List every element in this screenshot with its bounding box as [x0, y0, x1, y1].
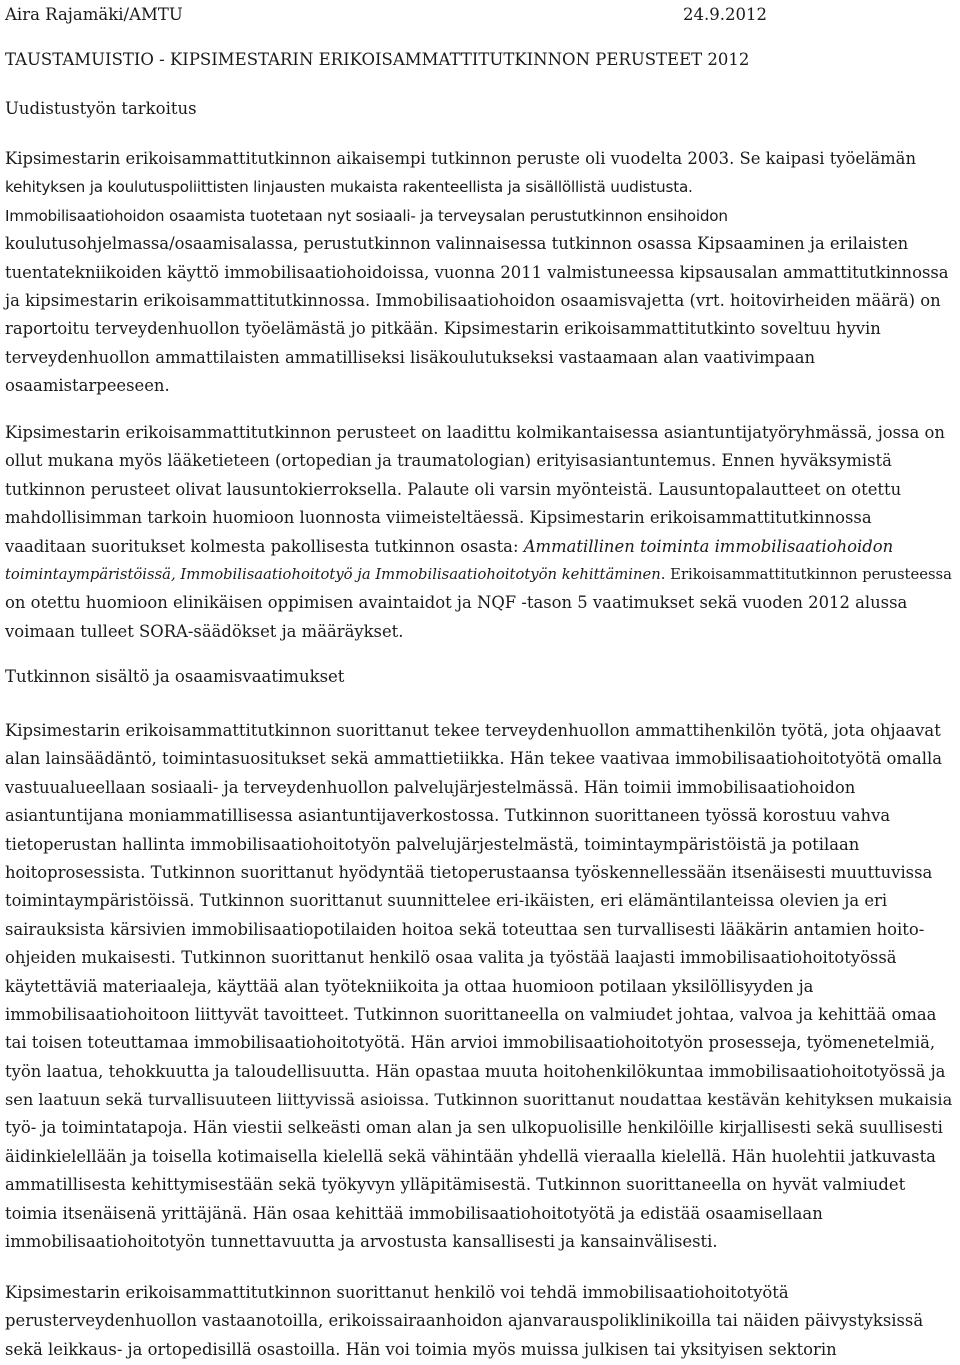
text-line-segment: Kipsimestarin erikoisammattitutkinnon aikaisempi tutkinnon peruste oli vuodelta 2003. Se kaipasi työelämän: [5, 149, 917, 168]
document-title: TAUSTAMUISTIO - KIPSIMESTARIN ERIKOISAMMATTITUTKINNON PERUSTEET 2012: [5, 50, 750, 69]
text-line-segment: Kipsimestarin erikoisammattitutkinnon suorittanut henkilö voi tehdä immobilisaatiohoitotyötä: [5, 1283, 789, 1302]
text-line: [5, 589, 957, 617]
page-header: [5, 2, 957, 28]
text-line-segment: käytettäviä materiaaleja, käyttää alan työtekniikoita ja ottaa huomioon potilaan yksilöllisyyden ja: [5, 976, 814, 996]
text-line: [5, 1336, 957, 1364]
text-line: [5, 145, 957, 173]
text-line: [5, 372, 957, 400]
text-line-segment: asiantuntijana moniammatillisessa asiantuntijaverkostossa. Tutkinnon suorittaneen työssä korostuu vahva: [5, 806, 891, 826]
text-line: [5, 1086, 957, 1114]
text-line-segment: voimaan tulleet SORA-säädökset ja määräykset.: [5, 621, 404, 641]
text-line-segment: ja kipsimestarin erikoisammattitutkinnossa. Immobilisaatiohoidon osaamisvajetta (vrt. hoitovirheiden määrä) on: [5, 290, 941, 310]
text-line: [5, 202, 957, 230]
text-line: [5, 1200, 957, 1228]
text-line-segment: . Erikoisammattitutkinnon perusteessa: [660, 565, 952, 583]
text-line-segment: immobilisaatiohoitoon liittyvät tavoitteet. Tutkinnon suorittaneella on valmiudet johtaa, valvoa ja kehittää omaa: [5, 1004, 937, 1024]
text-line-segment: tuentatekniikoiden käyttö immobilisaatiohoidoissa, vuonna 2011 valmistuneessa kipsausalan ammattitutkinnossa: [5, 262, 949, 282]
text-line: [5, 944, 957, 972]
text-line: [5, 887, 957, 915]
italic-course-part-name: Ammatillinen toiminta immobilisaatiohoidon: [523, 536, 894, 556]
text-line-segment: Kipsimestarin erikoisammattitutkinnon perusteet on laadittu kolmikantaisessa asiantuntijatyöryhmässä, jossa on: [5, 423, 945, 442]
text-line: [5, 419, 957, 447]
text-line-segment: työ- ja toimintatapoja. Hän viestii selkeästi oman alan ja sen ulkopuolisille henkilöille kirjallisesti sekä suullisesti: [5, 1118, 943, 1138]
text-line: [5, 287, 957, 315]
text-line: [5, 916, 957, 944]
text-line-segment: perusterveydenhuollon vastaanotoilla, erikoissairaanhoidon ajanvarauspoliklinikoilla tai näiden päivystyksissä: [5, 1311, 924, 1331]
text-line-segment: tietoperustan hallinta immobilisaatiohoitotyön palvelujärjestelmästä, toimintaympäristöistä ja potilaan: [5, 834, 860, 854]
text-line: [5, 618, 957, 646]
text-line: [5, 1029, 957, 1057]
text-line-segment: Immobilisaatiohoidon osaamista tuotetaan nyt sosiaali- ja terveysalan perustutkinnon ensihoidon: [5, 206, 728, 225]
text-line: [5, 717, 957, 745]
text-line-segment: immobilisaatiohoitotyön tunnettavuutta ja arvostusta kansallisesti ja kansainvälisesti.: [5, 1232, 718, 1252]
text-line-segment: terveydenhuollon ammattilaisten ammatilliseksi lisäkoulutukseksi vastaamaan alan vaativimpaan: [5, 347, 816, 367]
text-line: [5, 774, 957, 802]
text-line: [5, 315, 957, 343]
text-line: [5, 1171, 957, 1199]
paragraph-1: [5, 145, 957, 401]
text-line: [5, 831, 957, 859]
text-line: [5, 1307, 957, 1335]
text-line: [5, 344, 957, 372]
author-name: Aira Rajamäki/AMTU: [5, 5, 183, 24]
text-line-segment: ammatillisesta kehittymisestään sekä työkyvyn ylläpitämisestä. Tutkinnon suorittaneella on hyvät valmiudet: [5, 1175, 906, 1195]
text-line: [5, 745, 957, 773]
text-line-segment: hoitoprosessista. Tutkinnon suorittanut hyödyntää tietoperustaansa työskennellessään itsenäisesti muuttuvissa: [5, 862, 933, 882]
text-line: [5, 230, 957, 258]
text-line-segment: kehityksen ja koulutuspoliittisten linjausten mukaista rakenteellista ja sisällöllistä uudistusta.: [5, 178, 693, 197]
text-line: [5, 802, 957, 830]
text-line: [5, 447, 957, 475]
text-line: [5, 1001, 957, 1029]
text-line-segment: sen laatuun sekä turvallisuuteen liittyvissä asioissa. Tutkinnon suorittanut noudattaa kestävän kehityksen mukaisia: [5, 1090, 953, 1110]
text-line: [5, 476, 957, 504]
text-line-segment: alan lainsäädäntö, toimintasuositukset sekä ammattietiikka. Hän tekee vaativaa immobilisaatiohoitotyötä omalla: [5, 749, 942, 769]
text-line-segment: työn laatua, tehokkuutta ja taloudellisuutta. Hän opastaa muuta hoitohenkilökuntaa immobilisaatiohoitotyössä ja: [5, 1061, 946, 1081]
text-line-segment: toimia itsenäisenä yrittäjänä. Hän osaa kehittää immobilisaatiohoitotyötä ja edistää osaamisellaan: [5, 1203, 823, 1223]
paragraph-2: [5, 419, 957, 646]
text-line-segment: äidinkielellään ja toisella kotimaisella kielellä sekä vähintään yhdellä vieraalla kielellä. Hän huolehtii jatkuvasta: [5, 1146, 936, 1166]
text-line-segment: sairauksista kärsivien immobilisaatiopotilaiden hoitoa sekä toteuttaa sen turvallisesti lääkärin antamien hoito-: [5, 919, 925, 939]
text-line: [5, 561, 957, 589]
text-line: [5, 1114, 957, 1142]
text-line: [5, 173, 957, 201]
text-line-segment: mahdollisimman tarkoin huomioon luonnosta viimeisteltäessä. Kipsimestarin erikoisammattitutkinnossa: [5, 508, 872, 528]
text-line: [5, 259, 957, 287]
text-line-segment: raportoitu terveydenhuollon työelämästä jo pitkään. Kipsimestarin erikoisammattitutkinto soveltuu hyvin: [5, 319, 881, 339]
section-heading-sisalto: Tutkinnon sisältö ja osaamisvaatimukset: [5, 667, 345, 686]
text-line-segment: vastuualueellaan sosiaali- ja terveydenhuollon palvelujärjestelmässä. Hän toimii immobilisaatiohoidon: [5, 777, 856, 797]
text-line-segment: sekä leikkaus- ja ortopedisillä osastoilla. Hän voi toimia myös muissa julkisen tai yksityisen sektorin: [5, 1339, 837, 1359]
paragraph-4: [5, 1279, 957, 1364]
text-line: [5, 1143, 957, 1171]
section-heading-uudistustyo: Uudistustyön tarkoitus: [5, 99, 197, 118]
text-line-segment: osaamistarpeeseen.: [5, 376, 170, 396]
text-line: [5, 1228, 957, 1256]
text-line-segment: koulutusohjelmassa/osaamisalassa, perustutkinnon valinnaisessa tutkinnon osassa Kipsaaminen ja erilaisten: [5, 234, 909, 254]
text-line-segment: tai toisen toteuttamaa immobilisaatiohoitotyötä. Hän arvioi immobilisaatiohoitotyön prosesseja, työmenetelmiä,: [5, 1033, 936, 1053]
text-line-segment: vaaditaan suoritukset kolmesta pakollisesta tutkinnon osasta:: [5, 536, 524, 556]
paragraph-3: [5, 717, 957, 1256]
text-line-segment: toimintaympäristöissä. Tutkinnon suorittanut suunnittelee eri-ikäisten, eri elämäntilanteissa olevien ja eri: [5, 891, 888, 911]
text-line-segment: on otettu huomioon elinikäisen oppimisen avaintaidot ja NQF -tason 5 vaatimukset sekä vuoden 2012 alussa: [5, 593, 908, 613]
text-line: [5, 973, 957, 1001]
text-line: [5, 859, 957, 887]
text-line-segment: tutkinnon perusteet olivat lausuntokierroksella. Palaute oli varsin myönteistä. Lausuntopalautteet on otettu: [5, 479, 902, 499]
text-line-segment: ohjeiden mukaisesti. Tutkinnon suorittanut henkilö osaa valita ja työstää laajasti immobilisaatiohoitotyössä: [5, 948, 897, 968]
text-line: [5, 1058, 957, 1086]
text-line-segment: ollut mukana myös lääketieteen (ortopedian ja traumatologian) erityisasiantuntemus. Ennen hyväksymistä: [5, 451, 892, 471]
italic-course-part-name: toimintaympäristöissä, Immobilisaatiohoitotyö ja Immobilisaatiohoitotyön kehittäminen: [5, 565, 661, 583]
text-line-segment: Kipsimestarin erikoisammattitutkinnon suorittanut tekee terveydenhuollon ammattihenkilön työtä, jota ohjaavat: [5, 721, 941, 740]
text-line: [5, 533, 957, 561]
text-line: [5, 1279, 957, 1307]
document-date: 24.9.2012: [683, 5, 767, 24]
text-line: [5, 504, 957, 532]
